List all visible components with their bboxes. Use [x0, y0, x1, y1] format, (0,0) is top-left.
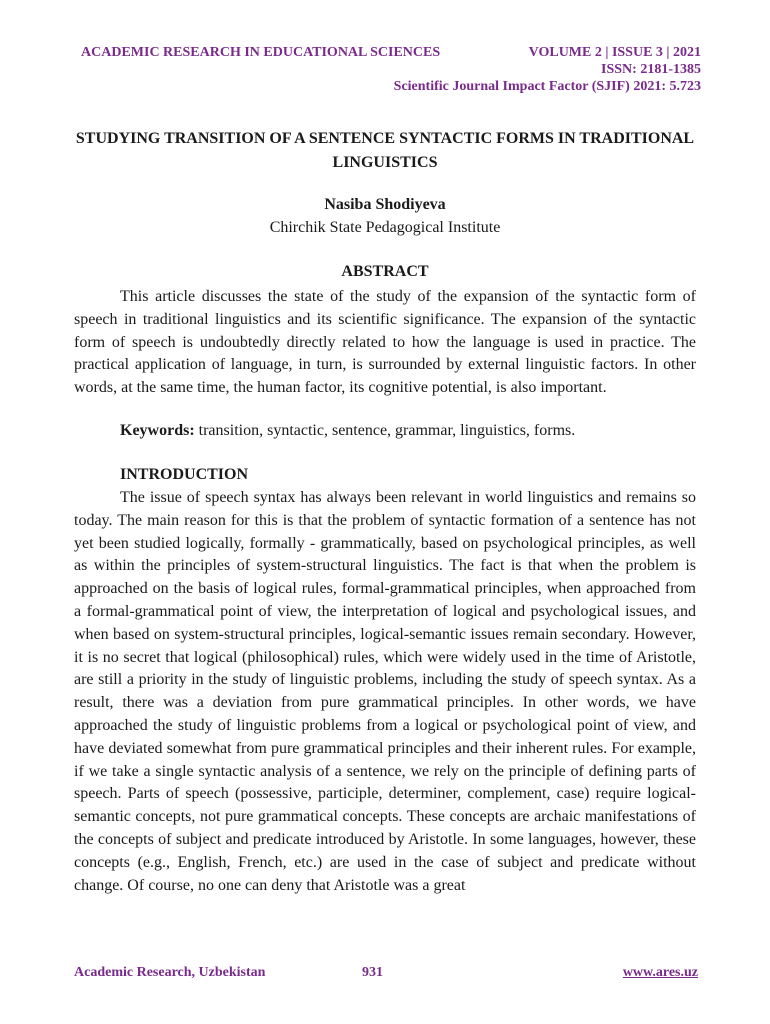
page-number: 931: [362, 965, 383, 980]
abstract-heading: ABSTRACT: [341, 263, 429, 280]
author-name: Nasiba Shodiyeva: [324, 196, 446, 213]
issn: ISSN: 2181-1385: [601, 62, 701, 77]
keywords-list: transition, syntactic, sentence, grammar, linguistics, forms.: [194, 422, 576, 439]
journal-name: ACADEMIC RESEARCH IN EDUCATIONAL SCIENCES: [81, 45, 441, 60]
author-affiliation: Chirchik State Pedagogical Institute: [269, 219, 501, 236]
introduction-text: The issue of speech syntax has always been relevant in world linguistics and remains so today. The main reason for this is that the problem of syntactic formation of a sentence has not yet been studied logically, formally - grammatically, based on psychological principles, as well as within the principles of system-structural linguistics. The fact is that when the problem is approached on the basis of logical rules, formal-grammatical principles, when approached from a formal-grammatical point of view, the interpretation of logical and psychological issues, and when based on system-structural principles, logical-semantic issues remain secondary. However, it is no secret that logical (philosophical) rules, which were widely used in the time of Aristotle, are still a priority in the study of linguistic problems, including the study of speech syntax. As a result, there was a deviation from pure grammatical principles. In other words, we have approached the study of linguistic problems from a logical or psychological point of view, and have deviated somewhat from pure grammatical principles and their inherent rules. For example, if we take a single syntactic analysis of a sentence, we rely on the principle of defining parts of speech. Parts of speech (possessive, participle, determiner, complement, case) require logical-semantic concepts, not pure grammatical concepts. These concepts are archaic manifestations of the concepts of subject and predicate introduced by Aristotle. In some languages, however, these concepts (e.g., English, French, etc.) are used in the case of subject and predicate without change. Of course, no one can deny that Aristotle was a great: [74, 489, 696, 894]
footer-publisher: Academic Research, Uzbekistan: [74, 965, 266, 980]
keywords-label: Keywords:: [120, 422, 195, 439]
introduction-heading: INTRODUCTION: [120, 466, 249, 483]
website-link[interactable]: www.ares.uz: [622, 965, 698, 980]
abstract-text: This article discusses the state of the study of the expansion of the syntactic form of speech in traditional linguistics and its scientific significance. The expansion of the syntactic form of speech is undoubtedly directly related to how the language is used in practice. The practical application of language, in turn, is surrounded by external linguistic factors. In other words, at the same time, the human factor, its cognitive potential, is also important.: [74, 288, 696, 397]
article-title: STUDYING TRANSITION OF A SENTENCE SYNTACTIC FORMS IN TRADITIONAL LINGUISTICS: [75, 130, 695, 171]
keywords: [74, 420, 696, 443]
impact-factor: Scientific Journal Impact Factor (SJIF) 2021: 5.723: [393, 79, 701, 94]
volume-issue: VOLUME 2 | ISSUE 3 | 2021: [528, 45, 701, 60]
